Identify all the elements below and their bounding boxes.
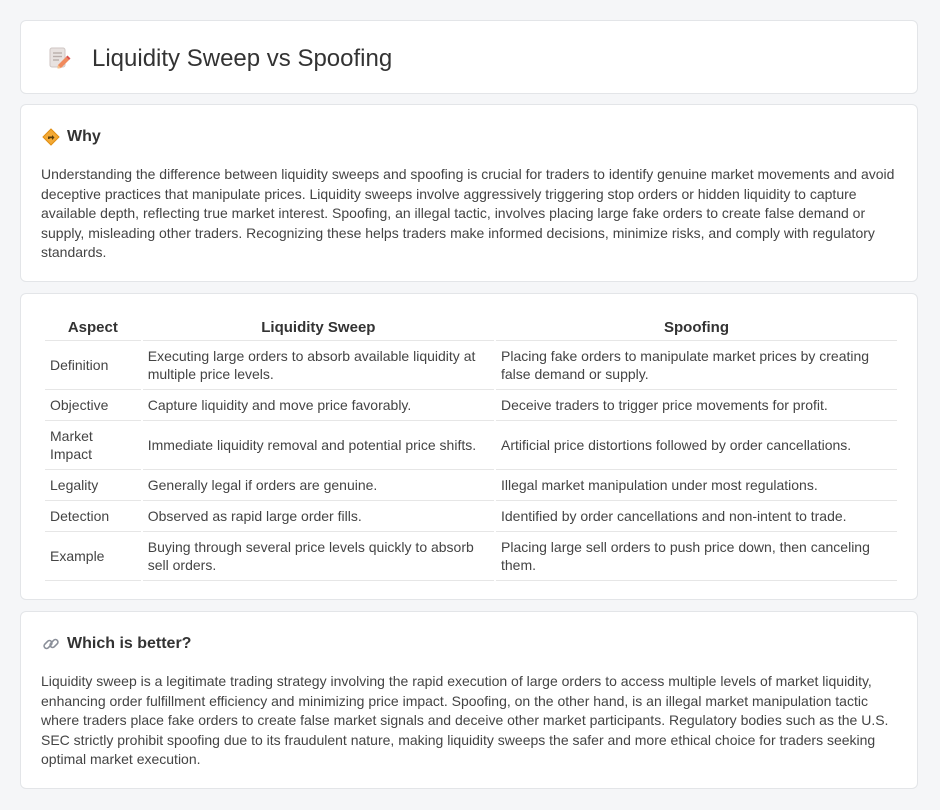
aspect-cell: Example [45,532,141,581]
aspect-cell: Definition [45,341,141,390]
spoofing-cell: Placing fake orders to manipulate market prices by creating false demand or supply. [496,341,897,390]
spoofing-cell: Placing large sell orders to push price down, then canceling them. [496,532,897,581]
liquidity-sweep-cell: Observed as rapid large order fills. [143,501,494,532]
spoofing-cell: Artificial price distortions followed by order cancellations. [496,421,897,470]
why-title: Why [67,128,101,145]
liquidity-sweep-cell: Capture liquidity and move price favorably. [143,390,494,421]
table-row [45,421,897,470]
link-icon [42,635,60,653]
liquidity-sweep-cell: Generally legal if orders are genuine. [143,470,494,501]
column-header-aspect: Aspect [45,314,141,341]
which-is-better-text: Liquidity sweep is a legitimate trading strategy involving the rapid execution of large orders to access multiple levels of market liquidity, enhancing order fulfillment efficiency and minimizing price impact. Spoofing, on the other hand, is an illegal market manipulation tactic where traders place fake orders to create false market signals and deceive other market participants. Regulatory bodies such as the U.S. SEC strictly prohibit spoofing due to its fraudulent nature, making liquidity sweeps the safer and more ethical choice for traders seeking optimal market execution. [41,673,889,767]
column-header-liquidity-sweep: Liquidity Sweep [143,314,494,341]
aspect-cell: Market Impact [45,421,141,470]
why-section [20,104,918,282]
comparison-table [43,314,899,581]
table-row [45,532,897,581]
liquidity-sweep-cell: Buying through several price levels quickly to absorb sell orders. [143,532,494,581]
spoofing-cell: Deceive traders to trigger price movements for profit. [496,390,897,421]
table-row [45,390,897,421]
table-header-row [45,314,897,341]
diamond-signpost-icon [42,128,60,146]
spoofing-cell: Illegal market manipulation under most regulations. [496,470,897,501]
liquidity-sweep-cell: Executing large orders to absorb available liquidity at multiple price levels. [143,341,494,390]
aspect-cell: Objective [45,390,141,421]
spoofing-cell: Identified by order cancellations and non-intent to trade. [496,501,897,532]
why-text: Understanding the difference between liquidity sweeps and spoofing is crucial for traders to identify genuine market movements and avoid deceptive practices that manipulate prices. Liquidity sweeps involve aggressively triggering stop orders or hidden liquidity to capture available depth, reflecting true market interest. Spoofing, an illegal tactic, involves placing large fake orders to create false demand or supply, misleading other traders. Recognizing these helps traders make informed decisions, minimize risks, and comply with regulatory standards. [41,166,895,260]
aspect-cell: Detection [45,501,141,532]
table-row [45,501,897,532]
table-row [45,470,897,501]
which-is-better-title: Which is better? [67,635,192,652]
page-title: Liquidity Sweep vs Spoofing [92,45,393,72]
aspect-cell: Legality [45,470,141,501]
which-is-better-section [20,611,918,789]
column-header-spoofing: Spoofing [496,314,897,341]
liquidity-sweep-cell: Immediate liquidity removal and potential price shifts. [143,421,494,470]
document-edit-icon [47,45,71,71]
table-row [45,341,897,390]
comparison-section [20,293,918,600]
header-card [20,20,918,94]
